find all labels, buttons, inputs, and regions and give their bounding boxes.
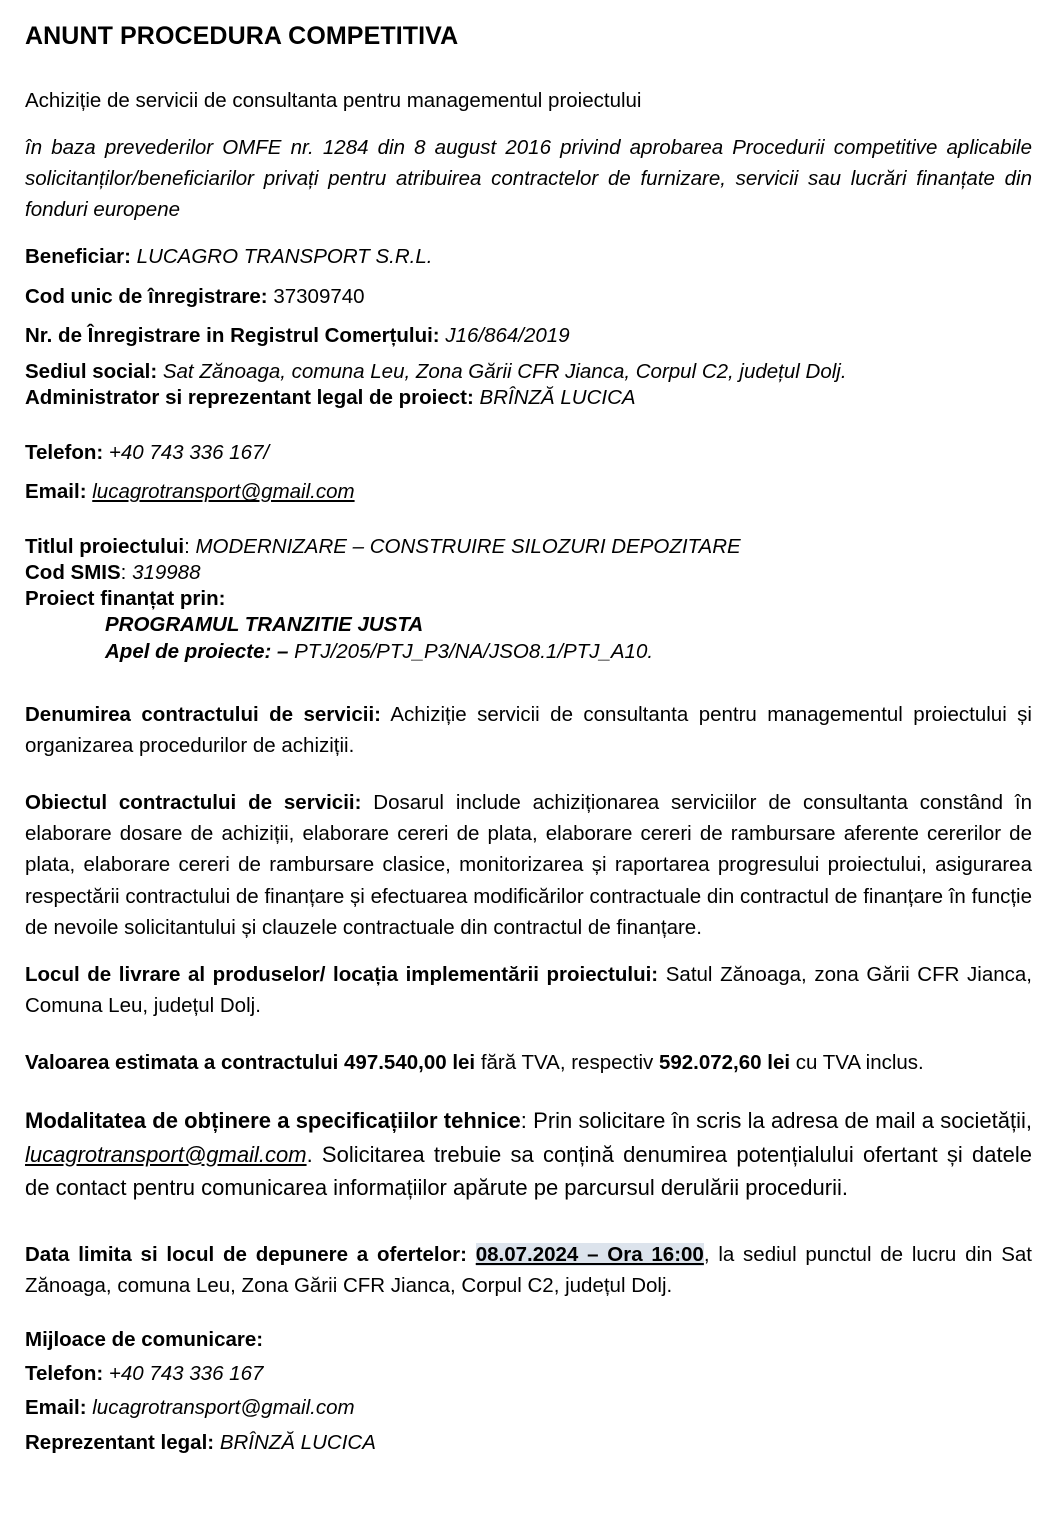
call-label: Apel de proiecte: – — [105, 639, 289, 663]
delivery-location-value: Satul Zănoaga, zona Gării CFR Jianca, Comuna Leu, județul Dolj. — [25, 962, 1032, 1018]
communication-email-label: Email: — [25, 1396, 87, 1420]
amount-without-vat: 497.540,00 lei — [344, 1051, 476, 1075]
project-title-value: MODERNIZARE – CONSTRUIRE SILOZURI DEPOZITARE — [195, 534, 741, 558]
communication-email-value: lucagrotransport@gmail.com — [92, 1396, 355, 1420]
deadline-label: Data limita si locul de depunere a ofertelor: — [25, 1242, 467, 1266]
deadline-paragraph — [25, 1239, 1032, 1301]
smis-code-label: Cod SMIS — [25, 560, 121, 584]
smis-code-line — [25, 560, 1032, 586]
beneficiary-email-line — [25, 476, 1032, 507]
funding-source-line — [25, 586, 1032, 612]
legal-basis-paragraph — [25, 132, 1032, 225]
contract-object-label: Obiectul contractului de servicii: — [25, 791, 362, 815]
document-subtitle: Achiziție de servicii de consultanta pentru managementul proiectului — [25, 88, 642, 112]
communication-phone-label: Telefon: — [25, 1362, 104, 1386]
funding-source-label: Proiect finanțat prin: — [25, 587, 226, 611]
communication-heading-label: Mijloace de comunicare: — [25, 1327, 264, 1351]
legal-representative-value: BRÎNZĂ LUCICA — [219, 1430, 376, 1454]
smis-code-separator: : — [120, 560, 133, 584]
smis-code-value: 319988 — [132, 560, 201, 584]
contract-name-paragraph — [25, 699, 1032, 761]
beneficiary-name-label: Beneficiar: — [25, 245, 131, 269]
delivery-location-paragraph — [25, 959, 1032, 1021]
beneficiary-email-label: Email: — [25, 480, 87, 504]
communication-heading — [25, 1327, 1032, 1353]
contract-name-value: Achiziție servicii de consultanta pentru managementul proiectului și organizarea procedurilor de achiziții. — [25, 702, 1032, 757]
specifications-email-link[interactable]: lucagrotransport@gmail.com — [25, 1141, 307, 1167]
beneficiary-name-value: LUCAGRO TRANSPORT S.R.L. — [136, 245, 433, 269]
legal-representative-label: Reprezentant legal: — [25, 1430, 215, 1454]
contract-object-value: Dosarul include achiziționarea serviciilor de consultanta constând în elaborare dosare de achiziții, elaborare cereri de plata, elaborare cereri de rambursare aferente cererilor de plata, elaborare cereri de rambursare clasice, monitorizarea și raportarea progresului proiectului, asigurarea respectării contractului de finanțare și efectuarea modificărilor contractuale din contractul de finanțare în funcție de nevoile solicitantului și clauzele contractuale din contractul de finanțare. — [25, 791, 1032, 939]
legal-representative-line — [25, 1430, 1032, 1456]
contract-object-paragraph — [25, 787, 1032, 943]
amount-with-vat: 592.072,60 lei — [658, 1051, 791, 1075]
fiscal-code-label: Cod unic de înregistrare: — [25, 284, 268, 308]
beneficiary-phone-label: Telefon: — [25, 441, 104, 465]
communication-phone-line — [25, 1361, 1032, 1387]
estimated-value-middle: fără TVA, respectiv — [480, 1051, 654, 1075]
registered-address-value: Sat Zănoaga, comuna Leu, Zona Gării CFR Jianca, Corpul C2, județul Dolj. — [162, 359, 847, 383]
programme-line — [25, 612, 1032, 638]
specifications-separator: : — [520, 1108, 534, 1134]
estimated-value-prefix: Valoarea estimata a contractului — [25, 1051, 339, 1075]
fiscal-code-value: 37309740 — [273, 284, 365, 308]
registry-number-line — [25, 320, 1032, 351]
beneficiary-phone-line — [25, 437, 1032, 468]
specifications-text-after-email: . Solicitarea trebuie sa conțină denumirea potențialului ofertant și datele de contact pentru comunicarea informațiilor apărute pe parcursul derulării procedurii. — [25, 1141, 1032, 1201]
project-title-label: Titlul proiectului — [25, 534, 185, 558]
fiscal-code-line — [25, 281, 1032, 312]
delivery-location-label: Locul de livrare al produselor/ locația implementării proiectului: — [25, 962, 659, 986]
communication-email-line — [25, 1395, 1032, 1421]
programme-name: PROGRAMUL TRANZITIE JUSTA — [105, 613, 424, 637]
administrator-line — [25, 385, 1032, 411]
administrator-label: Administrator si reprezentant legal de proiect: — [25, 386, 474, 410]
deadline-location-text: , la sediul punctul de lucru din Sat Zănoaga, comuna Leu, Zona Gării CFR Jianca, Corpul C2, județul Dolj. — [25, 1242, 1032, 1297]
call-line — [25, 639, 1032, 665]
beneficiary-email-link[interactable]: lucagrotransport@gmail.com — [92, 480, 355, 504]
estimated-value-suffix: cu TVA inclus. — [795, 1051, 924, 1075]
call-value: PTJ/205/PTJ_P3/NA/JSO8.1/PTJ_A10. — [294, 639, 654, 663]
registry-number-value: J16/864/2019 — [445, 323, 570, 347]
specifications-label: Modalitatea de obținere a specificațiilor tehnice — [25, 1108, 521, 1134]
specifications-text-before-email: Prin solicitare în scris la adresa de mail a societății, — [533, 1108, 1032, 1134]
registered-address-line — [25, 359, 1032, 385]
beneficiary-name-line — [25, 241, 1032, 272]
deadline-value-highlight: 08.07.2024 – Ora 16:00 — [475, 1242, 704, 1266]
estimated-value-line — [25, 1047, 1032, 1078]
page-title: ANUNT PROCEDURA COMPETITIVA — [25, 22, 459, 50]
project-title-separator: : — [184, 534, 196, 558]
beneficiary-phone-value: +40 743 336 167/ — [108, 441, 270, 465]
communication-phone-value: +40 743 336 167 — [108, 1362, 264, 1386]
administrator-value: BRÎNZĂ LUCICA — [479, 386, 636, 410]
registry-number-label: Nr. de Înregistrare in Registrul Comerțului: — [25, 323, 440, 347]
legal-basis-text: în baza prevederilor OMFE nr. 1284 din 8 august 2016 privind aprobarea Procedurii competitive aplicabile solicitanților/beneficiarilor privați pentru atribuirea contractelor de furnizare, servicii sau lucrări finanțate din fonduri europene — [25, 135, 1032, 222]
specifications-paragraph — [25, 1104, 1032, 1204]
contract-name-label: Denumirea contractului de servicii: — [25, 702, 381, 726]
project-title-line — [25, 534, 1032, 560]
registered-address-label: Sediul social: — [25, 359, 158, 383]
